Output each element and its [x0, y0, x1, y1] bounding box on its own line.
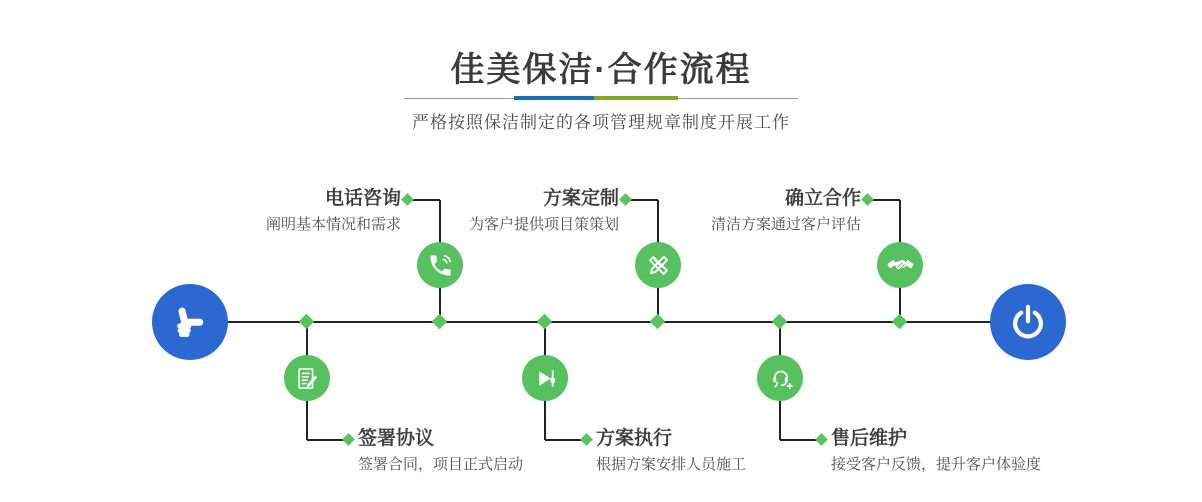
power-icon: [1006, 300, 1050, 344]
step-title: 方案执行: [596, 428, 673, 449]
step-desc: 接受客户反馈，提升客户体验度: [831, 456, 1042, 473]
step-title: 方案定制: [542, 188, 619, 209]
step-label-establish-cooperation: [711, 187, 861, 235]
step-label-phone-consult: [266, 187, 401, 235]
pointing-hand-icon: [168, 300, 212, 344]
step-title: 签署协议: [358, 428, 435, 449]
page-title: 佳美保洁·合作流程: [450, 51, 752, 89]
step-label-after-sales: [831, 427, 1041, 475]
divider-blue-segment: [514, 96, 594, 100]
step-label-sign-agreement: [358, 427, 523, 475]
divider-gray-right: [678, 98, 798, 99]
step-icon-circle: [757, 355, 803, 401]
sign-document-icon: [294, 365, 321, 392]
timeline: [228, 321, 990, 323]
pencil-ruler-icon: [645, 252, 672, 279]
step-label-plan-execution: [596, 427, 746, 475]
step-desc: 签署合同，项目正式启动: [358, 456, 524, 473]
connector-diamond: [861, 193, 874, 206]
step-icon-circle: [635, 242, 681, 288]
title-divider: [404, 96, 798, 100]
step-icon-circle: [417, 242, 463, 288]
connector-diamond: [342, 433, 355, 446]
play-execute-icon: [532, 365, 559, 392]
timeline-diamond: [537, 314, 553, 330]
step-desc: 阐明基本情况和需求: [265, 216, 401, 233]
phone-icon: [427, 252, 454, 279]
step-label-plan-design: [469, 187, 619, 235]
page-subtitle: 严格按照保洁制定的各项管理规章制度开展工作: [412, 113, 790, 132]
step-title: 电话咨询: [324, 188, 401, 209]
connector-diamond: [580, 433, 593, 446]
step-icon-circle: [522, 355, 568, 401]
divider-gray-left: [404, 98, 514, 99]
timeline-diamond: [772, 314, 788, 330]
step-icon-circle: [284, 355, 330, 401]
timeline-diamond: [892, 314, 908, 330]
step-desc: 清洁方案通过客户评估: [710, 216, 861, 233]
step-desc: 根据方案安排人员施工: [596, 456, 747, 473]
step-title: 售后维护: [831, 428, 908, 449]
step-title: 确立合作: [784, 188, 861, 209]
start-node: [152, 284, 228, 360]
timeline-diamond: [650, 314, 666, 330]
step-icon-circle: [877, 242, 923, 288]
handshake-icon: [887, 252, 914, 279]
connector-diamond: [401, 193, 414, 206]
step-desc: 为客户提供项目策策划: [468, 216, 619, 233]
timeline-diamond: [432, 314, 448, 330]
connector-diamond: [815, 433, 828, 446]
connector-diamond: [619, 193, 632, 206]
divider-green-segment: [594, 96, 678, 100]
end-node: [990, 284, 1066, 360]
headset-plus-icon: [767, 365, 794, 392]
timeline-diamond: [299, 314, 315, 330]
